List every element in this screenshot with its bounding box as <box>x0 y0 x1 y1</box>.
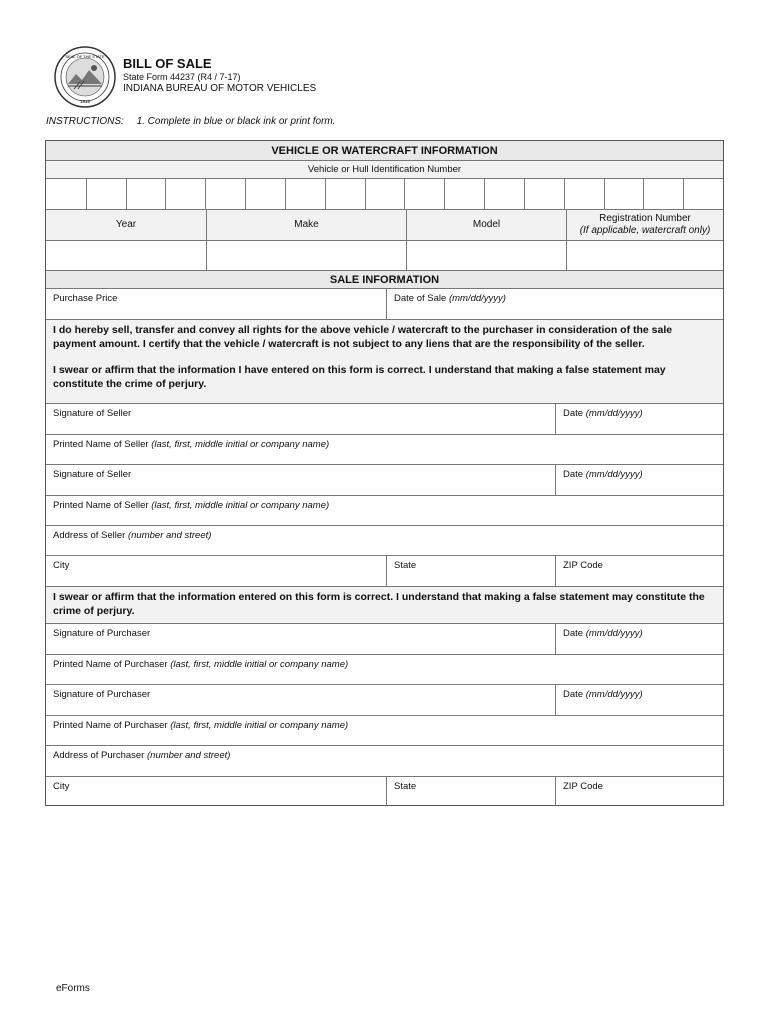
purchaser-city-row <box>46 777 723 806</box>
seller-address-label <box>53 530 211 541</box>
purchaser-date-label-2 <box>563 689 643 700</box>
seller-state-field[interactable] <box>386 556 555 586</box>
seller-printed-label-text-1: Printed Name of Seller <box>53 439 149 450</box>
seller-city-row <box>46 556 723 587</box>
purchaser-signature-field-1[interactable] <box>46 624 555 654</box>
form-title: BILL OF SALE <box>123 56 212 71</box>
bureau-name: INDIANA BUREAU OF MOTOR VEHICLES <box>123 83 317 94</box>
vehicle-details-header <box>46 210 723 241</box>
purchaser-address-label-text: Address of Purchaser <box>53 750 145 761</box>
seller-signature-row-1 <box>46 404 723 435</box>
seller-date-label-text-1: Date <box>563 408 584 419</box>
registration-label <box>566 210 723 240</box>
svg-text:1816: 1816 <box>79 99 91 104</box>
seller-city-field[interactable] <box>46 556 386 586</box>
purchaser-city-label: City <box>53 781 70 792</box>
seller-printed-hint-1: (last, first, middle initial or company name) <box>151 439 330 450</box>
vin-label: Vehicle or Hull Identification Number <box>46 161 723 179</box>
vehicle-section-header: VEHICLE OR WATERCRAFT INFORMATION <box>46 141 723 161</box>
seller-date-hint-1: (mm/dd/yyyy) <box>585 408 643 419</box>
registration-label-text: Registration Number <box>599 213 691 224</box>
registration-field[interactable] <box>566 241 723 270</box>
year-field[interactable] <box>46 241 206 270</box>
purchaser-state-label: State <box>394 781 417 792</box>
purchaser-address-field[interactable] <box>46 746 723 777</box>
vin-box[interactable] <box>325 179 365 209</box>
sale-info-row <box>46 289 723 320</box>
vin-box[interactable] <box>46 179 86 209</box>
seller-signature-label-2: Signature of Seller <box>53 469 132 480</box>
purchase-price-label: Purchase Price <box>53 293 118 304</box>
seller-signature-row-2 <box>46 465 723 496</box>
seller-signature-field-2[interactable] <box>46 465 555 495</box>
purchaser-signature-label-1: Signature of Purchaser <box>53 628 151 639</box>
purchaser-date-field-1[interactable] <box>555 624 723 654</box>
vin-box[interactable] <box>564 179 604 209</box>
seller-zip-label: ZIP Code <box>563 560 603 571</box>
seller-date-label-2 <box>563 469 643 480</box>
vin-box[interactable] <box>683 179 723 209</box>
seller-printed-name-field-1[interactable] <box>46 435 723 465</box>
purchaser-statement: I swear or affirm that the information entered on this form is correct. I understand that making a false statement may constitute the crime of perjury. <box>46 587 723 624</box>
bill-of-sale-form <box>45 140 724 806</box>
seller-state-label: State <box>394 560 417 571</box>
purchaser-signature-label-2: Signature of Purchaser <box>53 689 151 700</box>
vin-box[interactable] <box>365 179 405 209</box>
footer-brand: eForms <box>56 983 90 994</box>
instructions-text: 1. Complete in blue or black ink or print form. <box>136 116 336 127</box>
vin-box[interactable] <box>524 179 564 209</box>
vin-box[interactable] <box>285 179 325 209</box>
purchaser-printed-hint-1: (last, first, middle initial or company name) <box>170 659 349 670</box>
seller-statement-transfer: I do hereby sell, transfer and convey all rights for the above vehicle / watercraft to the purchaser in consideration of the sale payment amount. I certify that the vehicle / watercraft is not subject to any liens that are the responsibility of the seller. <box>53 324 673 350</box>
vin-box[interactable] <box>404 179 444 209</box>
purchaser-printed-name-field-2[interactable] <box>46 716 723 746</box>
date-of-sale-hint: (mm/dd/yyyy) <box>448 293 506 304</box>
seller-date-field-2[interactable] <box>555 465 723 495</box>
vin-boxes-row <box>46 179 723 210</box>
seller-printed-hint-2: (last, first, middle initial or company name) <box>151 500 330 511</box>
seller-address-hint: (number and street) <box>127 530 212 541</box>
purchaser-zip-field[interactable] <box>555 777 723 806</box>
seller-date-field-1[interactable] <box>555 404 723 434</box>
purchase-price-field[interactable] <box>46 289 386 319</box>
seller-address-field[interactable] <box>46 526 723 556</box>
seller-zip-field[interactable] <box>555 556 723 586</box>
instructions-label: INSTRUCTIONS: <box>46 116 124 127</box>
purchaser-date-hint-2: (mm/dd/yyyy) <box>585 689 643 700</box>
purchaser-date-field-2[interactable] <box>555 685 723 715</box>
date-of-sale-label <box>394 293 506 304</box>
vin-box[interactable] <box>205 179 245 209</box>
seller-date-label-text-2: Date <box>563 469 584 480</box>
purchaser-date-label-text-2: Date <box>563 689 584 700</box>
purchaser-address-label <box>53 750 230 761</box>
date-of-sale-field[interactable] <box>386 289 723 319</box>
purchaser-city-field[interactable] <box>46 777 386 806</box>
purchaser-printed-hint-2: (last, first, middle initial or company name) <box>170 720 349 731</box>
purchaser-zip-label: ZIP Code <box>563 781 603 792</box>
purchaser-signature-row-1 <box>46 624 723 655</box>
registration-note: (If applicable, watercraft only) <box>579 225 711 236</box>
seller-statement-perjury: I swear or affirm that the information I have entered on this form is correct. I understand that making a false statement may constitute the crime of perjury. <box>53 364 666 390</box>
model-label: Model <box>406 210 566 240</box>
vin-box[interactable] <box>165 179 205 209</box>
vin-box[interactable] <box>604 179 644 209</box>
seller-date-label-1 <box>563 408 643 419</box>
purchaser-date-hint-1: (mm/dd/yyyy) <box>585 628 643 639</box>
vin-box[interactable] <box>245 179 285 209</box>
svg-text:SEAL OF THE STATE: SEAL OF THE STATE <box>65 54 105 59</box>
purchaser-printed-name-label-1 <box>53 659 348 670</box>
vin-box[interactable] <box>126 179 166 209</box>
seller-address-label-text: Address of Seller <box>53 530 126 541</box>
purchaser-printed-label-text-1: Printed Name of Purchaser <box>53 659 168 670</box>
model-field[interactable] <box>406 241 566 270</box>
make-label: Make <box>206 210 406 240</box>
date-of-sale-label-text: Date of Sale <box>394 293 447 304</box>
purchaser-printed-label-text-2: Printed Name of Purchaser <box>53 720 168 731</box>
vehicle-details-inputs <box>46 241 723 271</box>
purchaser-address-hint: (number and street) <box>147 750 231 761</box>
purchaser-date-label-1 <box>563 628 643 639</box>
purchaser-printed-name-field-1[interactable] <box>46 655 723 685</box>
vin-box[interactable] <box>643 179 683 209</box>
purchaser-state-field[interactable] <box>386 777 555 806</box>
seller-date-hint-2: (mm/dd/yyyy) <box>585 469 643 480</box>
seller-city-label: City <box>53 560 70 571</box>
sale-section-header: SALE INFORMATION <box>46 271 723 289</box>
vin-box[interactable] <box>444 179 484 209</box>
vin-box[interactable] <box>86 179 126 209</box>
purchaser-signature-field-2[interactable] <box>46 685 555 715</box>
purchaser-signature-row-2 <box>46 685 723 716</box>
seller-printed-name-field-2[interactable] <box>46 496 723 526</box>
vin-box[interactable] <box>484 179 524 209</box>
seller-signature-field-1[interactable] <box>46 404 555 434</box>
instructions <box>46 116 346 127</box>
make-field[interactable] <box>206 241 406 270</box>
seller-statement <box>46 320 723 404</box>
year-label: Year <box>115 219 137 230</box>
form-number: State Form 44237 (R4 / 7-17) <box>123 72 241 82</box>
seller-printed-name-label-1 <box>53 439 329 450</box>
seller-printed-name-label-2 <box>53 500 329 511</box>
state-seal-logo <box>54 46 116 108</box>
purchaser-printed-name-label-2 <box>53 720 348 731</box>
seller-printed-label-text-2: Printed Name of Seller <box>53 500 149 511</box>
seller-signature-label-1: Signature of Seller <box>53 408 132 419</box>
purchaser-date-label-text-1: Date <box>563 628 584 639</box>
